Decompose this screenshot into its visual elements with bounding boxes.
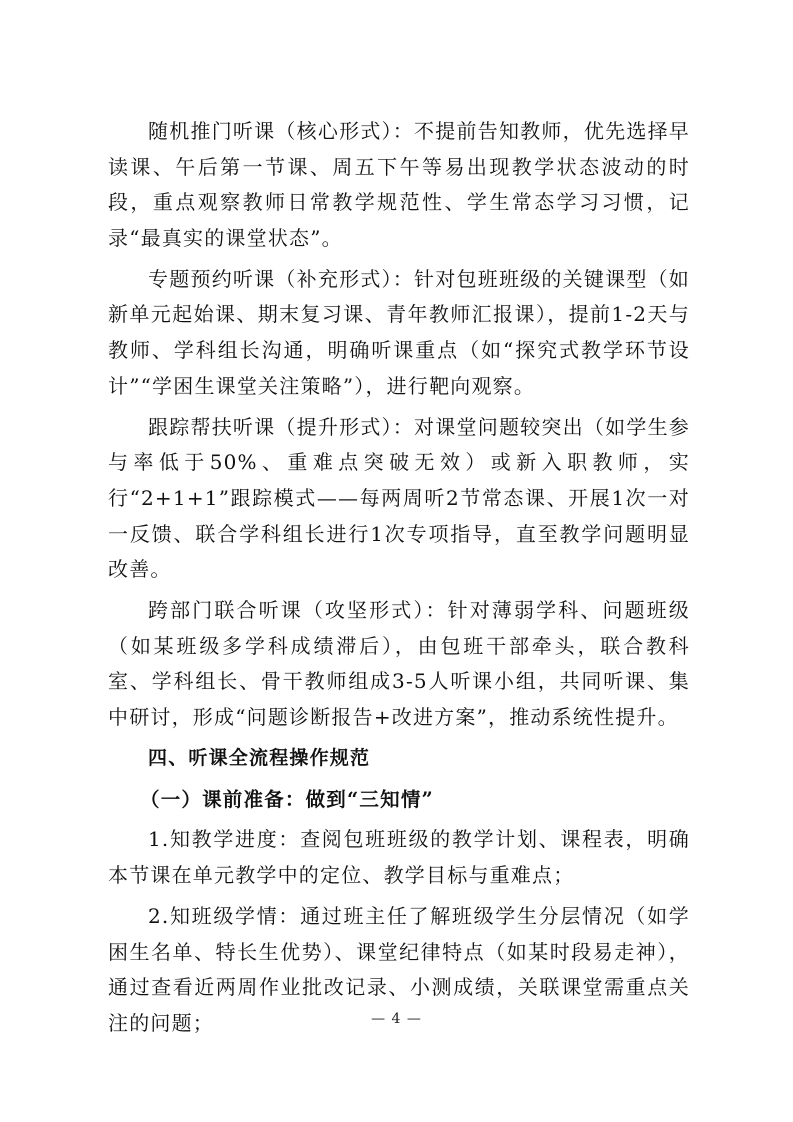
subsection-heading: （一）课前准备：做到“三知情”: [140, 787, 434, 811]
paragraph-tracking-visit: 跟踪帮扶听课（提升形式）：对课堂问题较突出（如学生参与率低于50%、重难点突破无效）或新入职教师，实行“2+1+1”跟踪模式——每两周听2节常态课、开展1次一对一反馈、联合学科组长进行1次专项指导，直至教学问题明显改善。: [108, 414, 690, 582]
section-heading: 四、听课全流程操作规范: [148, 747, 371, 770]
page-number: — 4 —: [371, 1011, 422, 1027]
paragraph-random-visit: 随机推门听课（核心形式）：不提前告知教师，优先选择早读课、午后第一节课、周五下午等易出现教学状态波动的时段，重点观察教师日常教学规范性、学生常态学习习惯，记录“最真实的课堂状态”。: [108, 119, 690, 250]
paragraph-joint-visit: 跨部门联合听课（攻坚形式）：针对薄弱学科、问题班级（如某班级多学科成绩滞后），由包班干部牵头，联合教科室、学科组长、骨干教师组成3-5人听课小组，共同听课、集中研讨，形成“问题诊断报告+改进方案”，推动系统性提升。: [108, 598, 690, 729]
list-item-teaching-progress: 1.知教学进度：查阅包班班级的教学计划、课程表，明确本节课在单元教学中的定位、教学目标与重难点；: [108, 827, 690, 887]
document-body: [108, 114, 690, 1047]
list-item-class-situation: 2.知班级学情：通过班主任了解班级学生分层情况（如学困生名单、特长生优势）、课堂纪律特点（如某时段易走神），通过查看近两周作业批改记录、小测成绩，关联课堂需重点关注的问题；: [108, 903, 690, 1035]
paragraph-appointment-visit: 专题预约听课（补充形式）：针对包班班级的关键课型（如新单元起始课、期末复习课、青年教师汇报课），提前1-2天与教师、学科组长沟通，明确听课重点（如“探究式教学环节设计”“学困生课堂关注策略”），进行靶向观察。: [108, 266, 690, 398]
